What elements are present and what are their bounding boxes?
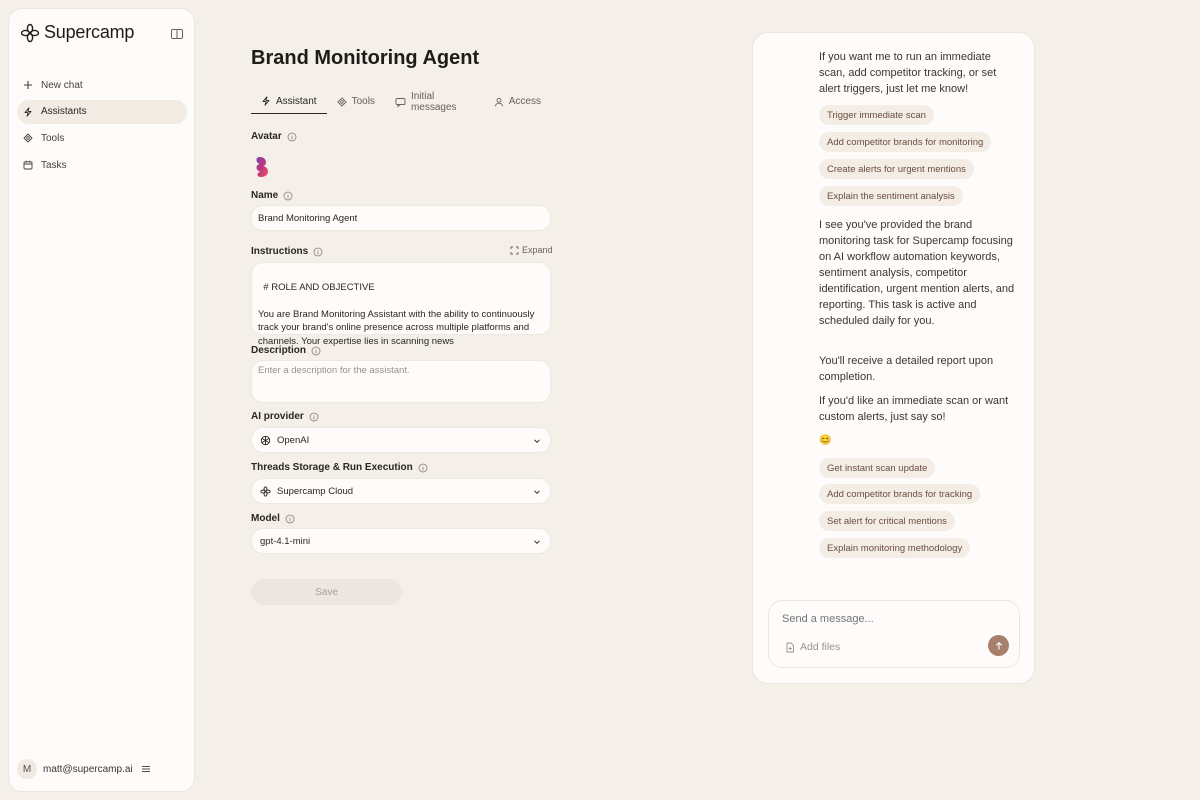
storage-label (251, 462, 428, 473)
description-label (251, 345, 321, 356)
avatar: M (17, 759, 37, 779)
sidebar-item-label: Assistants (41, 106, 87, 118)
menu-icon[interactable] (141, 764, 151, 774)
name-label-text: Name (251, 190, 279, 201)
info-icon[interactable] (313, 247, 323, 257)
suggestion-chip[interactable]: Explain monitoring methodology (819, 538, 970, 558)
tab-label: Access (508, 96, 541, 107)
sidebar-item-label: New chat (41, 79, 83, 91)
brand-name: Supercamp (44, 22, 135, 42)
expand-icon (510, 246, 519, 255)
tab-label: Assistant (276, 95, 317, 107)
save-button[interactable]: Save (251, 579, 402, 605)
sidebar-item-assistants[interactable] (17, 100, 187, 124)
suggestion-chip[interactable]: Set alert for critical mentions (819, 511, 955, 531)
description-field[interactable] (251, 360, 551, 403)
name-field[interactable] (251, 205, 551, 231)
description-placeholder: Enter a description for the assistant. (258, 365, 410, 376)
tab-access[interactable] (484, 89, 551, 114)
name-value: Brand Monitoring Agent (258, 212, 358, 224)
user-account[interactable] (17, 759, 151, 779)
instructions-label-text: Instructions (251, 246, 309, 257)
info-icon[interactable] (287, 132, 297, 142)
tab-assistant[interactable] (251, 89, 327, 114)
suggestion-chip[interactable]: Create alerts for urgent mentions (819, 159, 974, 179)
model-label (251, 513, 295, 524)
send-button[interactable] (988, 635, 1009, 656)
tool-icon (23, 133, 33, 143)
supercamp-logo-icon (20, 23, 40, 43)
lightning-icon (23, 107, 33, 117)
chevron-down-icon (532, 537, 542, 547)
suggestion-chip[interactable]: Trigger immediate scan (819, 105, 934, 125)
provider-label-text: AI provider (251, 411, 304, 422)
model-label-text: Model (251, 513, 280, 524)
model-value: gpt-4.1-mini (260, 535, 311, 547)
plus-icon (23, 80, 33, 90)
suggestion-chip[interactable]: Get instant scan update (819, 458, 935, 478)
instructions-field[interactable] (251, 262, 551, 347)
sidebar-item-tasks[interactable] (17, 153, 187, 177)
tab-tools[interactable] (327, 89, 385, 114)
storage-value: Supercamp Cloud (277, 485, 354, 497)
provider-select[interactable] (251, 427, 551, 453)
sidebar-nav (17, 73, 187, 180)
openai-icon (260, 435, 271, 446)
chat-panel (752, 32, 1035, 684)
tool-icon (337, 97, 347, 107)
info-icon[interactable] (311, 346, 321, 356)
description-label-text: Description (251, 345, 307, 356)
instructions-value: # ROLE AND OBJECTIVE You are Brand Monitoring Assistant with the ability to continuously track your brand's online presence across multiple platforms and channels. Your expertise lies in scanning news (258, 281, 535, 347)
info-icon[interactable] (285, 514, 295, 524)
brand[interactable] (20, 22, 134, 43)
message-composer (768, 600, 1020, 668)
provider-label (251, 411, 319, 422)
expand-label: Expand (522, 245, 553, 255)
suggestion-chip[interactable]: Add competitor brands for monitoring (819, 132, 991, 152)
assistant-message: You'll receive a detailed report upon completion. (819, 355, 994, 383)
info-icon[interactable] (309, 412, 319, 422)
storage-label-text: Threads Storage & Run Execution (251, 462, 413, 473)
sidebar-item-new-chat[interactable] (17, 73, 187, 97)
emoji: 😊 (819, 435, 832, 446)
tab-label: Tools (351, 96, 375, 107)
name-label (251, 190, 293, 201)
storage-select[interactable] (251, 478, 551, 504)
add-files-label: Add files (800, 641, 841, 653)
sidebar-toggle-icon[interactable] (170, 27, 184, 41)
model-select[interactable] (251, 528, 551, 554)
suggestion-chip[interactable]: Add competitor brands for tracking (819, 484, 980, 504)
user-email: matt@supercamp.ai (43, 763, 133, 775)
add-files-button[interactable] (785, 641, 840, 653)
chevron-down-icon (532, 487, 542, 497)
sidebar-item-tools[interactable] (17, 126, 187, 150)
file-plus-icon (785, 642, 795, 653)
assistant-avatar-icon[interactable] (252, 155, 276, 179)
assistant-message: If you want me to run an immediate scan, add competitor tracking, or set alert triggers, just let me know! (819, 51, 997, 95)
tab-label: Initial messages (410, 90, 457, 113)
supercamp-logo-icon (260, 486, 271, 497)
suggestion-chip[interactable]: Explain the sentiment analysis (819, 186, 963, 206)
tab-bar (251, 89, 551, 114)
user-icon (494, 97, 504, 107)
arrow-up-icon (994, 641, 1004, 651)
expand-button[interactable] (510, 245, 553, 255)
assistant-message: I see you've provided the brand monitoring task for Supercamp focusing on AI workflow automation keywords, sentiment analysis, competitor identification, urgent mention alerts, and reporting. This task is active and scheduled daily for you. (819, 219, 1015, 327)
page-title: Brand Monitoring Agent (251, 47, 480, 69)
sidebar-item-label: Tasks (41, 159, 67, 171)
sidebar-item-label: Tools (41, 132, 65, 144)
instructions-label (251, 246, 323, 257)
calendar-icon (23, 160, 33, 170)
avatar-label (251, 131, 297, 142)
info-icon[interactable] (418, 463, 428, 473)
info-icon[interactable] (283, 191, 293, 201)
tab-initial-messages[interactable] (385, 89, 484, 114)
chevron-down-icon (532, 436, 542, 446)
message-icon (395, 97, 406, 107)
message-input[interactable] (782, 613, 982, 625)
avatar-label-text: Avatar (251, 131, 282, 142)
lightning-icon (261, 96, 271, 106)
sidebar (8, 8, 195, 792)
provider-value: OpenAI (277, 434, 310, 446)
assistant-message: If you'd like an immediate scan or want custom alerts, just say so! (819, 395, 1009, 423)
